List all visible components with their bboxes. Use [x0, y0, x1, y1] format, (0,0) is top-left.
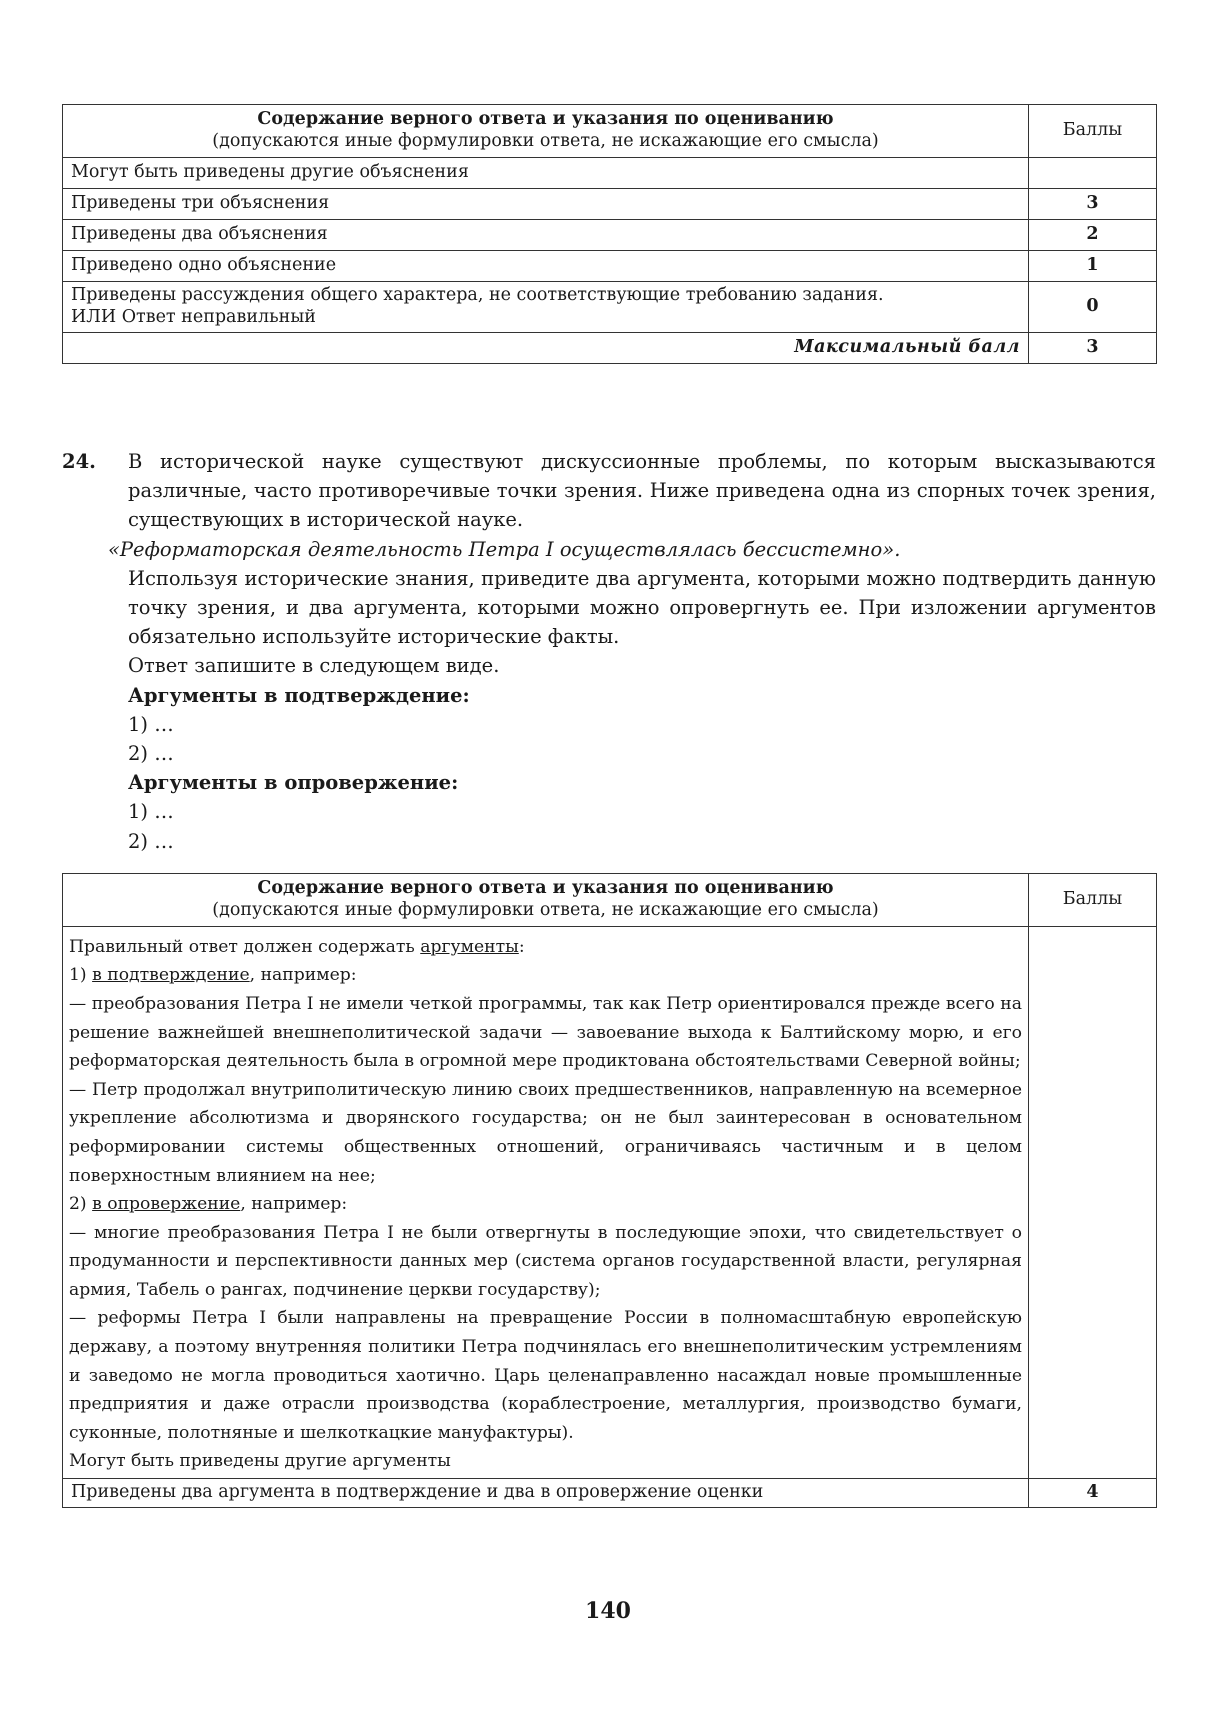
- refute-post: , например:: [240, 1194, 348, 1215]
- score-row-text: Приведены два аргумента в подтверждение и два в опровержение оценки: [63, 1479, 1029, 1508]
- refute-item-1: 1) …: [128, 800, 174, 824]
- other-arguments-note: Могут быть приведены другие аргументы: [69, 1451, 451, 1472]
- confirm-num: 1): [69, 965, 93, 986]
- confirm-item-2: 2) …: [128, 742, 174, 766]
- row-points: 1: [1029, 250, 1157, 281]
- criteria-table-2: [62, 873, 1157, 1508]
- row-text: Приведены три объяснения: [63, 188, 1029, 219]
- refute-argument-1: — многие преобразования Петра I не были отвергнуты в последующие эпохи, что свидетельствует о продуманности и перспективности данных мер (система органов государственной власти, регулярная армия, Табель о рангах, подчинение церкви государству);: [69, 1222, 1022, 1300]
- table-row: [63, 188, 1157, 219]
- answer-intro-text: Правильный ответ должен содержать: [69, 936, 421, 957]
- page-number: 140: [585, 1598, 631, 1624]
- table-header-content: [63, 874, 1029, 927]
- table-header-content: [63, 105, 1029, 158]
- header-points: Баллы: [1029, 874, 1157, 927]
- table-row: [63, 157, 1157, 188]
- row-text: Приведены два объяснения: [63, 219, 1029, 250]
- refute-label: [69, 1190, 1022, 1219]
- row-text-line2: ИЛИ Ответ неправильный: [71, 306, 316, 327]
- table-row: [63, 219, 1157, 250]
- confirm-underlined: в подтверждение: [92, 965, 250, 986]
- row-points: 3: [1029, 188, 1157, 219]
- max-score-label: Максимальный балл: [63, 332, 1029, 363]
- table-row: [63, 250, 1157, 281]
- table-header-row: [63, 874, 1157, 927]
- answer-intro: [69, 933, 1022, 962]
- refute-argument-2: — реформы Петра I были направлены на превращение России в полномасштабную европейскую державу, а поэтому внутренняя политики Петра подчинялась его внешнеполитическим устремлениям и заведомо не могла проводиться хаотично. Царь целенаправленно насаждал новые промышленные предприятия и даже отрасли производства (кораблестроение, металлургия, производство бумаги, суконные, полотняные и шелкоткацкие мануфактуры).: [69, 1308, 1022, 1443]
- row-points: 0: [1029, 281, 1157, 332]
- max-score-value: 3: [1029, 332, 1157, 363]
- table-row: [63, 281, 1157, 332]
- refute-num: 2): [69, 1194, 93, 1215]
- answer-content: [63, 926, 1029, 1478]
- row-points: [1029, 157, 1157, 188]
- header-points: Баллы: [1029, 105, 1157, 158]
- row-points: 2: [1029, 219, 1157, 250]
- answer-content-row: [63, 926, 1157, 1478]
- table-header-row: [63, 105, 1157, 158]
- criteria-table-1: [62, 104, 1157, 364]
- task-number: 24.: [62, 450, 96, 473]
- confirm-post: , например:: [249, 965, 357, 986]
- score-row-points: 4: [1029, 1479, 1157, 1508]
- refute-underlined: в опровержение: [92, 1194, 241, 1215]
- header-subtitle: (допускаются иные формулировки ответа, не искажающие его смысла): [212, 899, 879, 920]
- confirm-argument-2: — Петр продолжал внутриполитическую линию своих предшественников, направленную на всемерное укрепление абсолютизма и дворянского государства; он не был заинтересован в основательном реформировании системы общественных отношений, ограничиваясь частичным и в целом поверхностным влиянием на нее;: [69, 1079, 1022, 1186]
- task-24: [62, 447, 1156, 856]
- answer-intro-underlined: аргументы: [420, 936, 519, 957]
- row-text: Могут быть приведены другие объяснения: [63, 157, 1029, 188]
- header-subtitle: (допускаются иные формулировки ответа, не искажающие его смысла): [212, 130, 879, 151]
- task-viewpoint: «Реформаторская деятельность Петра I осуществлялась бессистемно».: [108, 537, 901, 561]
- confirm-heading: Аргументы в подтверждение:: [128, 683, 470, 707]
- row-text-line1: Приведены рассуждения общего характера, не соответствующие требованию задания.: [71, 284, 884, 305]
- task-intro: В исторической науке существуют дискуссионные проблемы, по которым высказываются различные, часто противоречивые точки зрения. Ниже приведена одна из спорных точек зрения, существующих в исторической науке.: [128, 450, 1156, 532]
- row-text: Приведено одно объяснение: [63, 250, 1029, 281]
- confirm-label: [69, 961, 1022, 990]
- answer-points-empty: [1029, 926, 1157, 1478]
- confirm-item-1: 1) …: [128, 712, 174, 736]
- header-title: Содержание верного ответа и указания по оцениванию: [257, 109, 834, 129]
- score-row: [63, 1479, 1157, 1508]
- row-text: [63, 281, 1029, 332]
- refute-heading: Аргументы в опровержение:: [128, 771, 459, 795]
- max-score-row: [63, 332, 1157, 363]
- task-answer-form: Ответ запишите в следующем виде.: [128, 654, 500, 678]
- answer-intro-colon: :: [518, 936, 525, 957]
- task-instruction: Используя исторические знания, приведите два аргумента, которыми можно подтвердить данную точку зрения, и два аргумента, которыми можно опровергнуть ее. При изложении аргументов обязательно используйте исторические факты.: [128, 566, 1156, 649]
- confirm-argument-1: — преобразования Петра I не имели четкой программы, так как Петр ориентировался прежде всего на решение важнейшей внешнеполитической задачи — завоевание выхода к Балтийскому морю, и его реформаторская деятельность была в огромной мере продиктована обстоятельствами Северной войны;: [69, 993, 1022, 1072]
- refute-item-2: 2) …: [128, 829, 174, 853]
- header-title: Содержание верного ответа и указания по оцениванию: [257, 878, 834, 898]
